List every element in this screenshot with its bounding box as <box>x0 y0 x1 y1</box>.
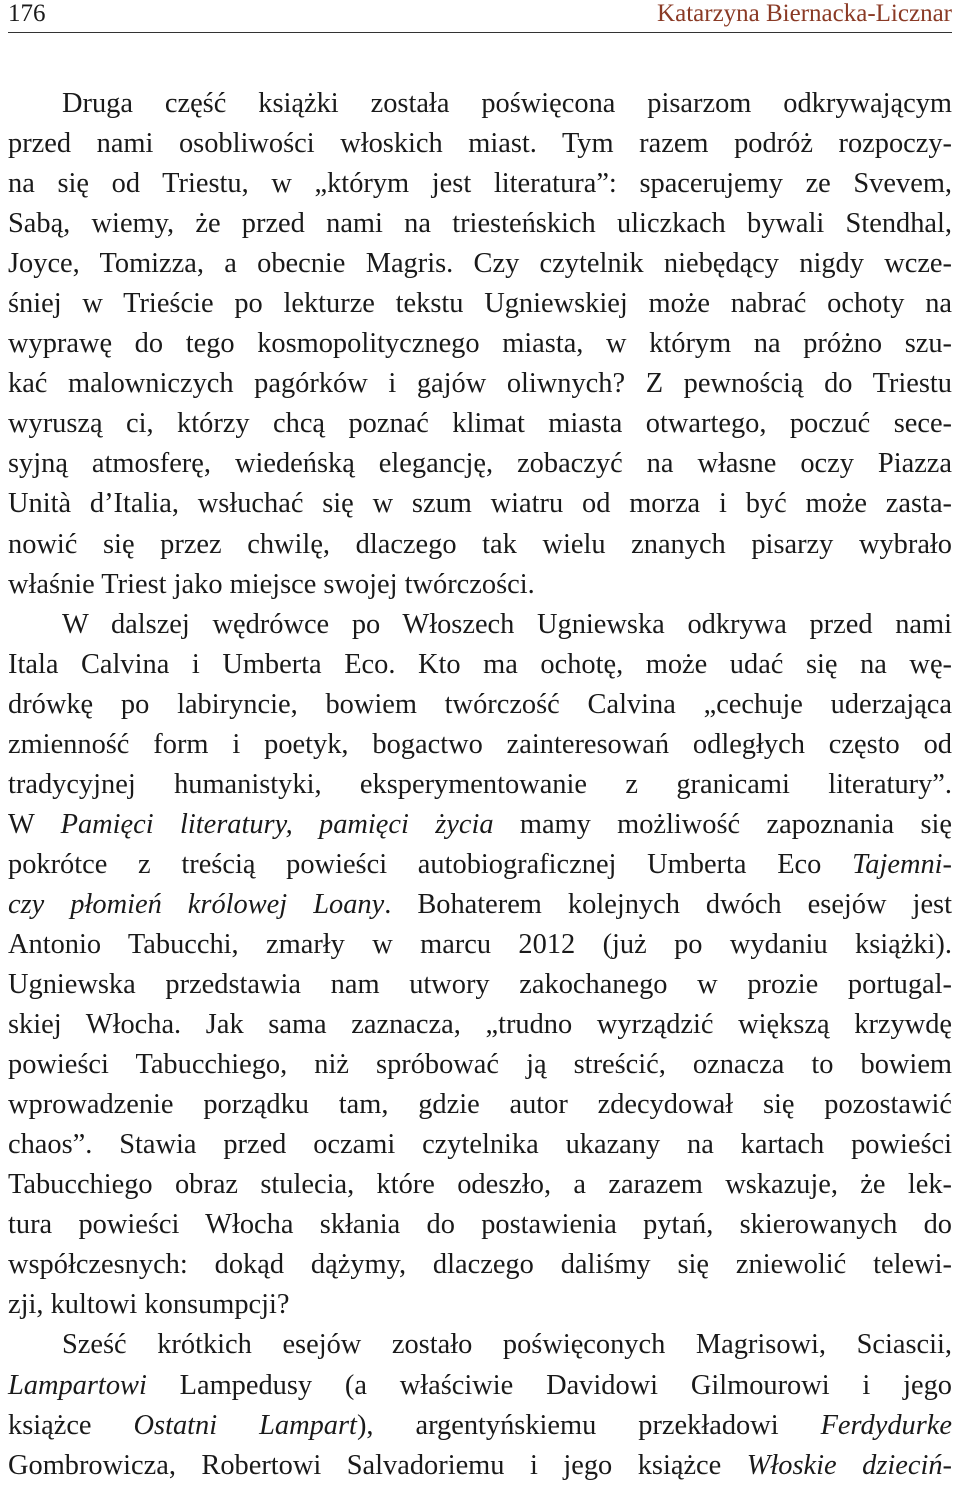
text-span: właśnie Triest jako miejsce swojej twórczości. <box>8 568 535 600</box>
text-span: Druga część książki została poświęcona pisarzom odkrywającym <box>62 88 952 119</box>
text-span: W dalszej wędrówce po Włoszech Ugniewska odkrywa przed nami <box>62 608 952 640</box>
text-line <box>8 805 952 845</box>
text-line <box>8 645 952 685</box>
text-span: Antonio Tabucchi, zmarły w marcu 2012 (już po wydaniu książki). <box>8 928 952 960</box>
text-line <box>8 885 952 925</box>
text-line <box>8 84 952 124</box>
text-line <box>8 685 952 725</box>
text-line <box>8 765 952 805</box>
italic-title-span: Włoskie dzieciń- <box>746 1449 952 1481</box>
text-span: wprowadzenie porządku tam, gdzie autor zdecydował się pozostawić <box>8 1089 952 1121</box>
text-span: Joyce, Tomizza, a obecnie Magris. Czy czytelnik niebędący nigdy wcze- <box>8 248 952 280</box>
text-line <box>8 565 952 605</box>
text-line <box>8 725 952 765</box>
italic-title-span: Ostatni Lampart <box>133 1409 357 1441</box>
text-span: drówkę po labiryncie, bowiem twórczość Calvina „cechuje uderzająca <box>8 688 952 720</box>
text-line <box>8 1005 952 1045</box>
text-span: przed nami osobliwości włoskich miast. Tym razem podróż rozpoczy- <box>8 128 952 160</box>
text-span: Tabucchiego obraz stulecia, które odeszło, a zarazem wskazuje, że lek- <box>8 1169 952 1201</box>
text-span: mamy możliwość zapoznania się <box>493 808 952 840</box>
text-span: Lampedusy (a właściwie Davidowi Gilmourowi i jego <box>146 1369 952 1401</box>
text-line <box>8 1446 952 1486</box>
text-span: wyprawę do tego kosmopolitycznego miasta, w którym na próżno szu- <box>8 328 952 360</box>
text-span: na się od Triestu, w „którym jest literatura”: spacerujemy ze Svevem, <box>8 168 952 200</box>
text-line <box>8 1325 952 1365</box>
text-span: wyruszą ci, którzy chcą poznać klimat miasta otwartego, poczuć sece- <box>8 408 952 440</box>
text-line <box>8 845 952 885</box>
text-line <box>8 925 952 965</box>
text-span: kać malowniczych pagórków i gajów oliwnych? Z pewnością do Triestu <box>8 368 952 400</box>
text-span: . Bohaterem kolejnych dwóch esejów jest <box>384 888 952 920</box>
italic-title-span: Pamięci literatury, pamięci życia <box>60 808 494 840</box>
text-line <box>8 1165 952 1205</box>
text-span: chaos”. Stawia przed oczami czytelnika ukazany na kartach powieści <box>8 1129 952 1161</box>
text-span: książce <box>8 1409 134 1441</box>
text-line <box>8 244 952 284</box>
text-line <box>8 1205 952 1245</box>
text-line <box>8 284 952 324</box>
italic-title-span: Tajemni- <box>852 848 952 880</box>
text-span: Unità d’Italia, wsłuchać się w szum wiatru od morza i być może zasta- <box>8 488 952 520</box>
text-span: Sabą, wiemy, że przed nami na triesteńskich uliczkach bywali Stendhal, <box>8 208 952 240</box>
italic-title-span: czy płomień królowej Loany <box>8 888 385 920</box>
page-number: 176 <box>8 0 46 27</box>
text-span: współczesnych: dokąd dążymy, dlaczego daliśmy się zniewolić telewi- <box>8 1249 952 1281</box>
text-span: zji, kultowi konsumpcji? <box>8 1289 290 1321</box>
text-span: śniej w Trieście po lekturze tekstu Ugniewskiej może nabrać ochoty na <box>8 288 952 320</box>
text-line <box>8 324 952 364</box>
text-line <box>8 605 952 645</box>
text-span: zmienność form i poetyk, bogactwo zainteresowań odległych często od <box>8 728 952 760</box>
text-line <box>8 1366 952 1406</box>
text-line <box>8 404 952 444</box>
text-span: tradycyjnej humanistyki, eksperymentowanie z granicami literatury”. <box>8 768 952 800</box>
text-line <box>8 484 952 524</box>
text-span: W <box>8 808 61 840</box>
italic-title-span: Ferdydurke <box>820 1409 952 1441</box>
text-line <box>8 124 952 164</box>
header-rule <box>8 32 952 33</box>
running-header <box>8 0 952 32</box>
text-span: Sześć krótkich esejów zostało poświęconych Magrisowi, Sciascii, <box>62 1329 952 1361</box>
text-line <box>8 1085 952 1125</box>
text-span: pokrótce z treścią powieści autobiograficznej Umberta Eco <box>8 848 853 880</box>
text-span: tura powieści Włocha skłania do postawienia pytań, skierowanych do <box>8 1209 952 1241</box>
text-line <box>8 1045 952 1085</box>
text-span: skiej Włocha. Jak sama zaznacza, „trudno wyrządzić większą krzywdę <box>8 1009 952 1041</box>
text-line <box>8 1285 952 1325</box>
text-line <box>8 965 952 1005</box>
text-line <box>8 364 952 404</box>
text-span: Ugniewska przedstawia nam utwory zakochanego w prozie portugal- <box>8 969 952 1001</box>
text-line <box>8 444 952 484</box>
text-span: powieści Tabucchiego, niż spróbować ją streścić, oznacza to bowiem <box>8 1049 952 1081</box>
text-line <box>8 204 952 244</box>
text-line <box>8 164 952 204</box>
text-line <box>8 1245 952 1285</box>
text-span: ), argentyńskiemu przekładowi <box>356 1409 821 1441</box>
body-text <box>8 84 952 1486</box>
text-span: syjną atmosferę, wiedeńską elegancję, zobaczyć na własne oczy Piazza <box>8 448 952 480</box>
text-line <box>8 525 952 565</box>
text-span: Itala Calvina i Umberta Eco. Kto ma ochotę, może udać się na wę- <box>8 648 952 680</box>
text-span: Gombrowicza, Robertowi Salvadoriemu i jego książce <box>8 1449 747 1481</box>
text-line <box>8 1125 952 1165</box>
running-head-author: Katarzyna Biernacka-Licznar <box>657 0 952 27</box>
italic-title-span: Lampartowi <box>8 1369 147 1401</box>
text-line <box>8 1406 952 1446</box>
text-span: nowić się przez chwilę, dlaczego tak wielu znanych pisarzy wybrało <box>8 528 952 560</box>
